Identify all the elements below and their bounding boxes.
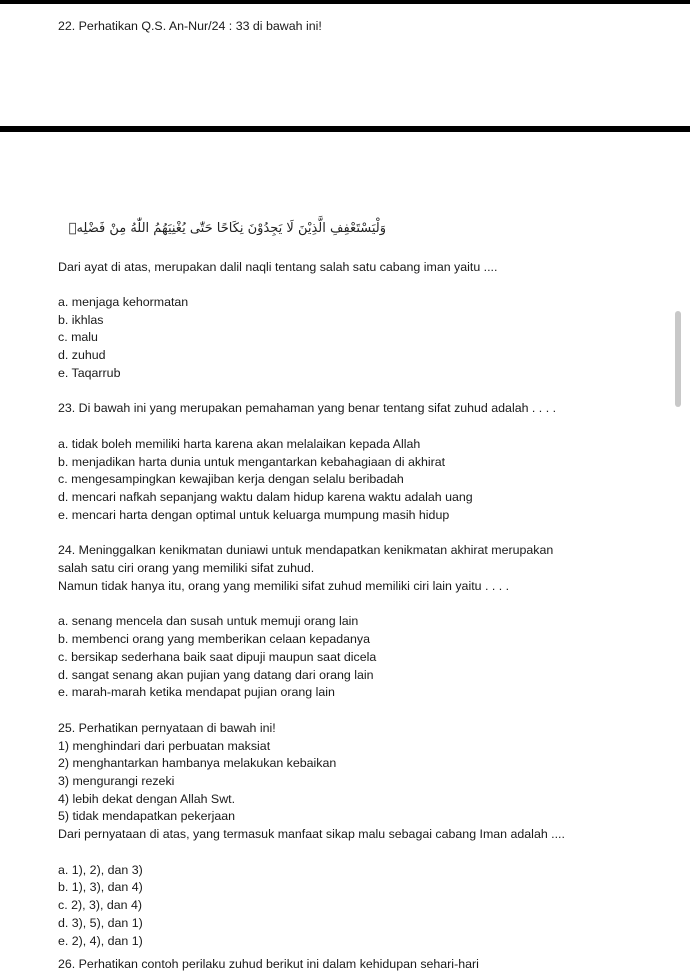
q25-intro: 25. Perhatikan pernyataan di bawah ini! xyxy=(58,721,276,735)
page-divider-bar xyxy=(0,126,690,132)
q24-option-a: a. senang mencela dan susah untuk memuji orang lain xyxy=(58,614,359,628)
q22-title: 22. Perhatikan Q.S. An-Nur/24 : 33 di bawah ini! xyxy=(58,19,322,33)
q24-question-line-3: Namun tidak hanya itu, orang yang memiliki sifat zuhud memiliki ciri lain yaitu . . . . xyxy=(58,579,510,593)
q26-cut-off-line xyxy=(58,957,618,971)
q22-option-a: a. menjaga kehormatan xyxy=(58,295,189,309)
q25-option-d: d. 3), 5), dan 1) xyxy=(58,916,143,930)
q23-option-c: c. mengesampingkan kewajiban kerja dengan selalu beribadah xyxy=(58,472,404,486)
q25-option-b: b. 1), 3), dan 4) xyxy=(58,880,143,894)
top-divider-bar xyxy=(0,0,690,4)
q25-option-c: c. 2), 3), dan 4) xyxy=(58,898,143,912)
q23-option-d: d. mencari nafkah sepanjang waktu dalam hidup karena waktu adalah uang xyxy=(58,490,473,504)
scrollbar-thumb[interactable] xyxy=(675,311,681,407)
q26-cut-text: 26. Perhatikan contoh perilaku zuhud berikut ini dalam kehidupan sehari-hari xyxy=(58,957,479,971)
q23-option-b: b. menjadikan harta dunia untuk mengantarkan kebahagiaan di akhirat xyxy=(58,455,446,469)
q24-option-e: e. marah-marah ketika mendapat pujian orang lain xyxy=(58,685,335,699)
q25-statement-2: 2) menghantarkan hambanya melakukan kebaikan xyxy=(58,756,337,770)
q25-question: Dari pernyataan di atas, yang termasuk manfaat sikap malu sebagai cabang Iman adalah .... xyxy=(58,827,565,841)
q23-option-e: e. mencari harta dengan optimal untuk keluarga mumpung masih hidup xyxy=(58,508,450,522)
q24-option-d: d. sangat senang akan pujian yang datang dari orang lain xyxy=(58,668,374,682)
q24-option-b: b. membenci orang yang memberikan celaan kepadanya xyxy=(58,632,371,646)
q23-question: 23. Di bawah ini yang merupakan pemahaman yang benar tentang sifat zuhud adalah . . . . xyxy=(58,401,557,415)
q25-option-a: a. 1), 2), dan 3) xyxy=(58,863,143,877)
q25-statement-5: 5) tidak mendapatkan pekerjaan xyxy=(58,809,236,823)
q24-question-line-1: 24. Meninggalkan kenikmatan duniawi untuk mendapatkan kenikmatan akhirat merupakan xyxy=(58,543,554,557)
q24-option-c: c. bersikap sederhana baik saat dipuji maupun saat dicela xyxy=(58,650,377,664)
q22-option-c: c. malu xyxy=(58,330,98,344)
q23-option-a: a. tidak boleh memiliki harta karena akan melalaikan kepada Allah xyxy=(58,437,421,451)
q22-arabic-verse: وَلْيَسْتَعْفِفِ الَّذِيْنَ لَا يَجِدُوْنَ نِكَاحًا حَتّٰى يُغْنِيَهُمُ اللّٰهُ مِنْ فَضْلِهٖ xyxy=(68,221,386,236)
q24-question-line-2: salah satu ciri orang yang memiliki sifat zuhud. xyxy=(58,561,315,575)
q22-option-e: e. Taqarrub xyxy=(58,366,121,380)
q25-statement-4: 4) lebih dekat dengan Allah Swt. xyxy=(58,792,236,806)
q22-option-d: d. zuhud xyxy=(58,348,106,362)
q25-statement-1: 1) menghindari dari perbuatan maksiat xyxy=(58,739,271,753)
q22-option-b: b. ikhlas xyxy=(58,313,104,327)
q25-statement-3: 3) mengurangi rezeki xyxy=(58,774,175,788)
q22-question: Dari ayat di atas, merupakan dalil naqli tentang salah satu cabang iman yaitu .... xyxy=(58,260,498,274)
q25-option-e: e. 2), 4), dan 1) xyxy=(58,934,143,948)
